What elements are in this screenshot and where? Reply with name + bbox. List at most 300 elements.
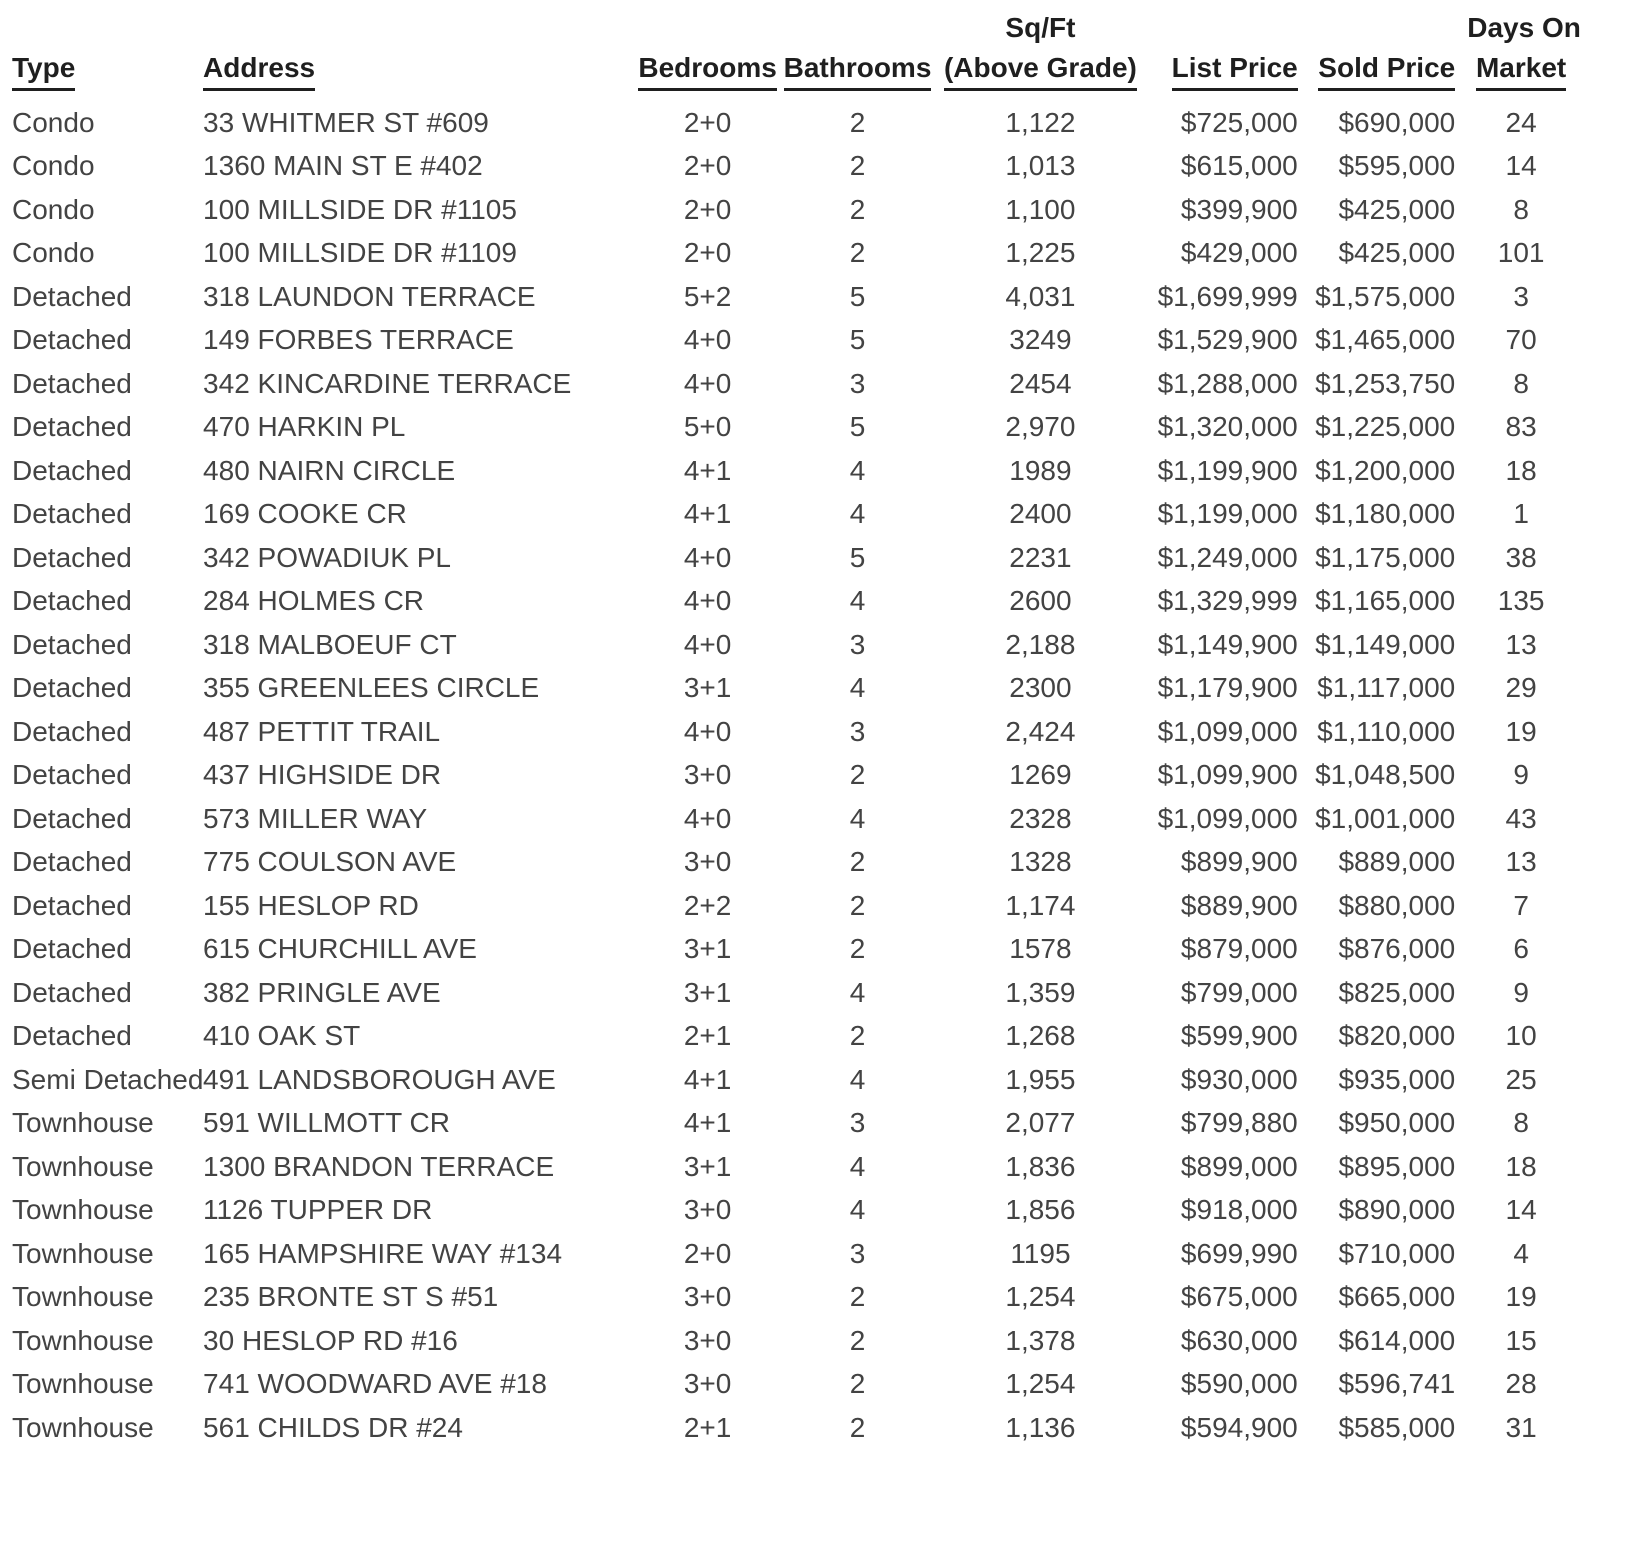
table-cell-bathrooms: 5 [849,541,866,573]
table-cell-address: 561 CHILDS DR #24 [203,1411,463,1443]
column-header-label: Type [12,52,75,91]
table-cell-days-on-market: 14 [1505,150,1537,182]
table-row [12,1232,1575,1276]
table-cell-list-price: $699,990 [1180,1237,1298,1269]
table-cell-type: Condo [12,150,95,182]
table-cell-list-price: $1,329,999 [1157,585,1298,617]
table-cell-sqft: 1,836 [1005,1150,1076,1182]
table-cell-bedrooms: 4+1 [683,454,732,486]
table-cell-address: 775 COULSON AVE [203,846,457,878]
table-cell-bedrooms: 2+0 [683,106,732,138]
table-cell-days-on-market: 13 [1505,846,1537,878]
table-cell-type: Detached [12,367,132,399]
table-cell-bedrooms: 3+1 [683,672,732,704]
table-cell-bathrooms: 4 [849,1150,866,1182]
table-cell-bedrooms: 5+2 [683,280,732,312]
table-cell-days-on-market: 31 [1505,1411,1537,1443]
table-cell-address: 487 PETTIT TRAIL [203,715,441,747]
table-cell-sold-price: $950,000 [1338,1107,1456,1139]
column-header-sqft-above-grade [938,12,1143,101]
table-cell-list-price: $1,179,900 [1157,672,1298,704]
table-cell-type: Townhouse [12,1150,154,1182]
table-cell-list-price: $799,000 [1180,976,1298,1008]
table-cell-days-on-market: 15 [1505,1324,1537,1356]
table-cell-bedrooms: 3+1 [683,976,732,1008]
table-row [12,319,1575,363]
table-cell-bedrooms: 3+0 [683,1324,732,1356]
table-cell-sqft: 2328 [1009,802,1072,834]
table-cell-bathrooms: 2 [849,933,866,965]
table-cell-bedrooms: 2+0 [683,193,732,225]
table-header-row [12,12,1575,101]
table-cell-address: 615 CHURCHILL AVE [203,933,477,965]
table-cell-days-on-market: 19 [1505,1281,1537,1313]
table-cell-sold-price: $895,000 [1338,1150,1456,1182]
table-cell-days-on-market: 10 [1505,1020,1537,1052]
table-cell-sqft: 1,268 [1005,1020,1076,1052]
column-header-label-line1: Days On [1467,12,1581,43]
table-cell-sold-price: $820,000 [1338,1020,1456,1052]
table-cell-list-price: $399,900 [1180,193,1298,225]
table-cell-days-on-market: 8 [1513,1107,1529,1139]
table-cell-days-on-market: 70 [1505,324,1537,356]
table-cell-bathrooms: 3 [849,628,866,660]
table-cell-bedrooms: 3+0 [683,1194,732,1226]
table-cell-type: Detached [12,933,132,965]
table-cell-bathrooms: 2 [849,106,866,138]
table-cell-bathrooms: 3 [849,715,866,747]
listings-table [12,12,1581,1450]
table-row [12,1058,1575,1102]
table-cell-sold-price: $425,000 [1338,237,1456,269]
table-cell-bathrooms: 3 [849,367,866,399]
table-cell-bedrooms: 2+1 [683,1020,732,1052]
table-cell-address: 30 HESLOP RD #16 [203,1324,458,1356]
table-cell-list-price: $1,320,000 [1157,411,1298,443]
table-cell-type: Condo [12,237,95,269]
table-cell-sqft: 1195 [1010,1237,1071,1269]
column-header-label: Sold Price [1318,52,1455,91]
table-row [12,1363,1575,1407]
table-row [12,884,1575,928]
table-cell-type: Detached [12,454,132,486]
table-cell-type: Detached [12,628,132,660]
table-row [12,797,1575,841]
table-cell-type: Detached [12,846,132,878]
table-cell-sqft: 1,100 [1005,193,1076,225]
table-row [12,145,1575,189]
table-cell-sold-price: $1,149,000 [1315,628,1456,660]
table-row [12,493,1575,537]
table-cell-type: Townhouse [12,1194,154,1226]
column-header-label: Bedrooms [638,52,776,91]
table-cell-days-on-market: 24 [1505,106,1537,138]
table-cell-address: 169 COOKE CR [203,498,407,530]
table-row [12,623,1575,667]
table-cell-sqft: 1,122 [1005,106,1076,138]
table-cell-sold-price: $876,000 [1338,933,1456,965]
table-cell-bathrooms: 2 [849,1020,866,1052]
table-cell-type: Detached [12,324,132,356]
table-cell-sqft: 1,174 [1005,889,1076,921]
table-cell-address: 342 KINCARDINE TERRACE [203,367,572,399]
table-cell-bathrooms: 5 [849,280,866,312]
table-cell-bathrooms: 4 [849,454,866,486]
table-cell-bathrooms: 2 [849,1324,866,1356]
table-cell-sold-price: $585,000 [1338,1411,1456,1443]
table-cell-list-price: $1,699,999 [1157,280,1298,312]
column-header-label: (Above Grade) [944,52,1137,91]
table-cell-list-price: $1,099,000 [1157,715,1298,747]
table-cell-address: 1360 MAIN ST E #402 [203,150,483,182]
table-cell-sold-price: $1,253,750 [1315,367,1456,399]
table-row [12,1102,1575,1146]
table-cell-days-on-market: 3 [1513,280,1529,312]
table-cell-days-on-market: 101 [1497,237,1545,269]
table-cell-sqft: 1,955 [1005,1063,1076,1095]
table-cell-address: 591 WILLMOTT CR [203,1107,450,1139]
table-cell-sqft: 4,031 [1005,280,1076,312]
table-cell-sqft: 1,136 [1005,1411,1076,1443]
table-cell-bedrooms: 3+0 [683,759,732,791]
table-cell-sold-price: $690,000 [1338,106,1456,138]
table-cell-bedrooms: 3+0 [683,1368,732,1400]
table-cell-sold-price: $1,225,000 [1315,411,1456,443]
table-cell-bedrooms: 5+0 [683,411,732,443]
table-cell-list-price: $1,149,900 [1157,628,1298,660]
table-row [12,362,1575,406]
table-cell-bathrooms: 5 [849,411,866,443]
table-cell-sold-price: $595,000 [1338,150,1456,182]
table-cell-sqft: 1269 [1009,759,1072,791]
table-cell-list-price: $1,099,900 [1157,759,1298,791]
table-cell-sqft: 1989 [1009,454,1072,486]
table-cell-bedrooms: 4+0 [683,585,732,617]
table-cell-bedrooms: 4+0 [683,802,732,834]
table-cell-list-price: $725,000 [1180,106,1298,138]
table-cell-type: Detached [12,889,132,921]
table-cell-sold-price: $825,000 [1338,976,1456,1008]
table-cell-list-price: $1,199,000 [1157,498,1298,530]
table-cell-address: 33 WHITMER ST #609 [203,106,489,138]
table-cell-type: Detached [12,976,132,1008]
table-cell-days-on-market: 25 [1505,1063,1537,1095]
table-row [12,1319,1575,1363]
table-row [12,580,1575,624]
table-cell-bathrooms: 4 [849,802,866,834]
table-cell-type: Detached [12,498,132,530]
table-cell-list-price: $879,000 [1180,933,1298,965]
table-cell-type: Semi Detached [12,1063,204,1095]
table-cell-bedrooms: 2+2 [683,889,732,921]
table-cell-sold-price: $596,741 [1338,1368,1456,1400]
table-cell-sqft: 2600 [1009,585,1072,617]
table-cell-bathrooms: 4 [849,1194,866,1226]
table-cell-sqft: 2,424 [1005,715,1076,747]
table-cell-days-on-market: 1 [1513,498,1529,530]
table-cell-sqft: 1,254 [1005,1368,1076,1400]
column-header-address [203,12,638,101]
table-cell-bathrooms: 2 [849,846,866,878]
table-cell-sold-price: $1,465,000 [1315,324,1456,356]
table-cell-bedrooms: 4+1 [683,498,732,530]
table-cell-list-price: $899,000 [1180,1150,1298,1182]
table-cell-sqft: 2231 [1009,541,1072,573]
table-cell-sold-price: $665,000 [1338,1281,1456,1313]
table-cell-address: 318 LAUNDON TERRACE [203,280,536,312]
table-cell-sold-price: $1,180,000 [1315,498,1456,530]
table-cell-days-on-market: 135 [1497,585,1545,617]
table-cell-list-price: $675,000 [1180,1281,1298,1313]
table-cell-sold-price: $614,000 [1338,1324,1456,1356]
table-cell-type: Detached [12,411,132,443]
column-header-type [12,12,203,101]
table-cell-list-price: $599,900 [1180,1020,1298,1052]
table-cell-bathrooms: 2 [849,889,866,921]
table-cell-bedrooms: 4+0 [683,541,732,573]
table-cell-list-price: $615,000 [1180,150,1298,182]
table-cell-days-on-market: 8 [1513,367,1529,399]
table-cell-list-price: $1,529,900 [1157,324,1298,356]
table-cell-bathrooms: 4 [849,498,866,530]
column-header-bathrooms [777,12,938,101]
table-cell-bedrooms: 4+1 [683,1107,732,1139]
table-cell-address: 149 FORBES TERRACE [203,324,514,356]
table-cell-address: 165 HAMPSHIRE WAY #134 [203,1237,563,1269]
table-cell-bedrooms: 4+0 [683,367,732,399]
table-cell-bathrooms: 4 [849,672,866,704]
table-cell-address: 573 MILLER WAY [203,802,428,834]
table-cell-days-on-market: 18 [1505,1150,1537,1182]
table-cell-sold-price: $1,165,000 [1315,585,1456,617]
table-cell-sqft: 2,077 [1005,1107,1076,1139]
table-cell-sqft: 2,970 [1005,411,1076,443]
table-cell-bathrooms: 4 [849,1063,866,1095]
table-cell-sqft: 1578 [1009,933,1072,965]
table-cell-days-on-market: 4 [1513,1237,1529,1269]
table-cell-days-on-market: 83 [1505,411,1537,443]
table-cell-address: 100 MILLSIDE DR #1105 [203,193,517,225]
table-cell-bedrooms: 2+1 [683,1411,732,1443]
table-cell-days-on-market: 29 [1505,672,1537,704]
table-cell-type: Townhouse [12,1411,154,1443]
table-cell-bathrooms: 3 [849,1107,866,1139]
table-cell-sold-price: $935,000 [1338,1063,1456,1095]
table-cell-list-price: $590,000 [1180,1368,1298,1400]
table-cell-list-price: $429,000 [1180,237,1298,269]
table-cell-address: 480 NAIRN CIRCLE [203,454,456,486]
table-cell-type: Condo [12,106,95,138]
table-cell-address: 437 HIGHSIDE DR [203,759,442,791]
table-cell-type: Detached [12,802,132,834]
table-cell-list-price: $899,900 [1180,846,1298,878]
table-cell-sqft: 2300 [1009,672,1072,704]
table-cell-address: 284 HOLMES CR [203,585,425,617]
column-header-bedrooms [638,12,777,101]
table-cell-bedrooms: 4+0 [683,628,732,660]
table-cell-type: Townhouse [12,1324,154,1356]
table-cell-type: Detached [12,672,132,704]
table-cell-bedrooms: 2+0 [683,1237,732,1269]
table-cell-list-price: $1,249,000 [1157,541,1298,573]
table-row [12,101,1575,145]
table-cell-bathrooms: 2 [849,1368,866,1400]
table-cell-sold-price: $889,000 [1338,846,1456,878]
table-cell-bedrooms: 4+0 [683,324,732,356]
table-row [12,188,1575,232]
table-cell-days-on-market: 7 [1513,889,1529,921]
table-cell-bedrooms: 4+0 [683,715,732,747]
table-cell-address: 1300 BRANDON TERRACE [203,1150,555,1182]
table-cell-days-on-market: 18 [1505,454,1537,486]
table-cell-address: 410 OAK ST [203,1020,361,1052]
table-cell-type: Detached [12,1020,132,1052]
table-header [12,12,1581,101]
table-cell-sqft: 1,359 [1005,976,1076,1008]
table-cell-type: Townhouse [12,1368,154,1400]
table-row [12,710,1575,754]
table-cell-list-price: $799,880 [1180,1107,1298,1139]
table-cell-bathrooms: 3 [849,1237,866,1269]
table-cell-type: Townhouse [12,1107,154,1139]
table-row [12,928,1575,972]
table-cell-bedrooms: 3+1 [683,1150,732,1182]
table-cell-sold-price: $1,575,000 [1315,280,1456,312]
table-cell-bedrooms: 2+0 [683,237,732,269]
table-row [12,1406,1575,1450]
column-header-label-line1: Sq/Ft [1005,12,1076,43]
column-header-list-price [1143,12,1310,101]
table-cell-days-on-market: 8 [1513,193,1529,225]
column-header-label: Address [203,52,315,91]
table-row [12,449,1575,493]
column-header-sold-price [1310,12,1468,101]
table-cell-list-price: $930,000 [1180,1063,1298,1095]
table-cell-address: 382 PRINGLE AVE [203,976,441,1008]
table-cell-sold-price: $710,000 [1338,1237,1456,1269]
table-cell-sold-price: $1,110,000 [1317,715,1456,747]
table-cell-bathrooms: 2 [849,759,866,791]
table-row [12,232,1575,276]
table-cell-sqft: 1328 [1009,846,1072,878]
table-cell-days-on-market: 9 [1513,976,1529,1008]
table-cell-days-on-market: 19 [1505,715,1537,747]
table-cell-bedrooms: 3+0 [683,1281,732,1313]
table-cell-days-on-market: 9 [1513,759,1529,791]
table-cell-sold-price: $1,117,000 [1317,672,1456,704]
table-row [12,1015,1575,1059]
table-cell-list-price: $594,900 [1180,1411,1298,1443]
table-row [12,841,1575,885]
table-cell-address: 318 MALBOEUF CT [203,628,457,660]
table-cell-sold-price: $1,175,000 [1315,541,1456,573]
table-row [12,1189,1575,1233]
table-cell-sold-price: $1,048,500 [1315,759,1456,791]
table-cell-sold-price: $425,000 [1338,193,1456,225]
table-cell-type: Detached [12,715,132,747]
table-cell-bathrooms: 4 [849,976,866,1008]
table-cell-sqft: 2400 [1009,498,1072,530]
table-row [12,406,1575,450]
table-row [12,536,1575,580]
table-cell-bedrooms: 3+0 [683,846,732,878]
table-cell-type: Detached [12,585,132,617]
table-cell-days-on-market: 14 [1505,1194,1537,1226]
table-cell-bathrooms: 2 [849,1411,866,1443]
table-cell-type: Detached [12,759,132,791]
table-cell-list-price: $889,900 [1180,889,1298,921]
table-row [12,1145,1575,1189]
table-cell-bedrooms: 4+1 [683,1063,732,1095]
table-cell-type: Condo [12,193,95,225]
table-cell-address: 342 POWADIUK PL [203,541,451,573]
table-cell-list-price: $1,099,000 [1157,802,1298,834]
table-cell-days-on-market: 6 [1513,933,1529,965]
table-cell-bathrooms: 2 [849,193,866,225]
column-header-days-on-market [1467,12,1581,101]
table-row [12,971,1575,1015]
table-cell-days-on-market: 43 [1505,802,1537,834]
table-cell-sold-price: $890,000 [1338,1194,1456,1226]
table-cell-bathrooms: 2 [849,1281,866,1313]
table-cell-sqft: 1,856 [1005,1194,1076,1226]
table-cell-address: 741 WOODWARD AVE #18 [203,1368,547,1400]
table-body [12,101,1575,1450]
table-cell-sold-price: $1,001,000 [1315,802,1456,834]
table-cell-sqft: 1,013 [1005,150,1076,182]
table-cell-sqft: 1,254 [1005,1281,1076,1313]
table-cell-bedrooms: 2+0 [683,150,732,182]
table-cell-address: 155 HESLOP RD [203,889,419,921]
table-cell-sqft: 2,188 [1005,628,1076,660]
column-header-label: Bathrooms [784,52,932,91]
table-cell-type: Townhouse [12,1281,154,1313]
table-cell-sold-price: $880,000 [1338,889,1456,921]
table-cell-bathrooms: 4 [849,585,866,617]
column-header-label: Market [1476,52,1566,91]
table-cell-sqft: 3249 [1009,324,1072,356]
table-cell-address: 235 BRONTE ST S #51 [203,1281,499,1313]
table-cell-type: Townhouse [12,1237,154,1269]
table-cell-sqft: 1,378 [1005,1324,1076,1356]
table-row [12,667,1575,711]
table-cell-sqft: 2454 [1009,367,1072,399]
table-cell-days-on-market: 13 [1505,628,1537,660]
table-cell-bathrooms: 5 [849,324,866,356]
table-cell-bathrooms: 2 [849,150,866,182]
table-cell-list-price: $630,000 [1180,1324,1298,1356]
table-cell-list-price: $918,000 [1180,1194,1298,1226]
table-row [12,1276,1575,1320]
table-cell-address: 491 LANDSBOROUGH AVE [203,1063,556,1095]
table-cell-bathrooms: 2 [849,237,866,269]
table-cell-days-on-market: 28 [1505,1368,1537,1400]
table-cell-address: 355 GREENLEES CIRCLE [203,672,540,704]
table-cell-list-price: $1,199,900 [1157,454,1298,486]
table-cell-days-on-market: 38 [1505,541,1537,573]
table-cell-address: 100 MILLSIDE DR #1109 [203,237,517,269]
column-header-label: List Price [1172,52,1298,91]
table-row [12,754,1575,798]
table-cell-list-price: $1,288,000 [1157,367,1298,399]
table-cell-sold-price: $1,200,000 [1315,454,1456,486]
table-cell-type: Detached [12,280,132,312]
table-cell-bedrooms: 3+1 [683,933,732,965]
table-cell-address: 1126 TUPPER DR [203,1194,433,1226]
table-cell-sqft: 1,225 [1005,237,1076,269]
table-cell-type: Detached [12,541,132,573]
table-row [12,275,1575,319]
